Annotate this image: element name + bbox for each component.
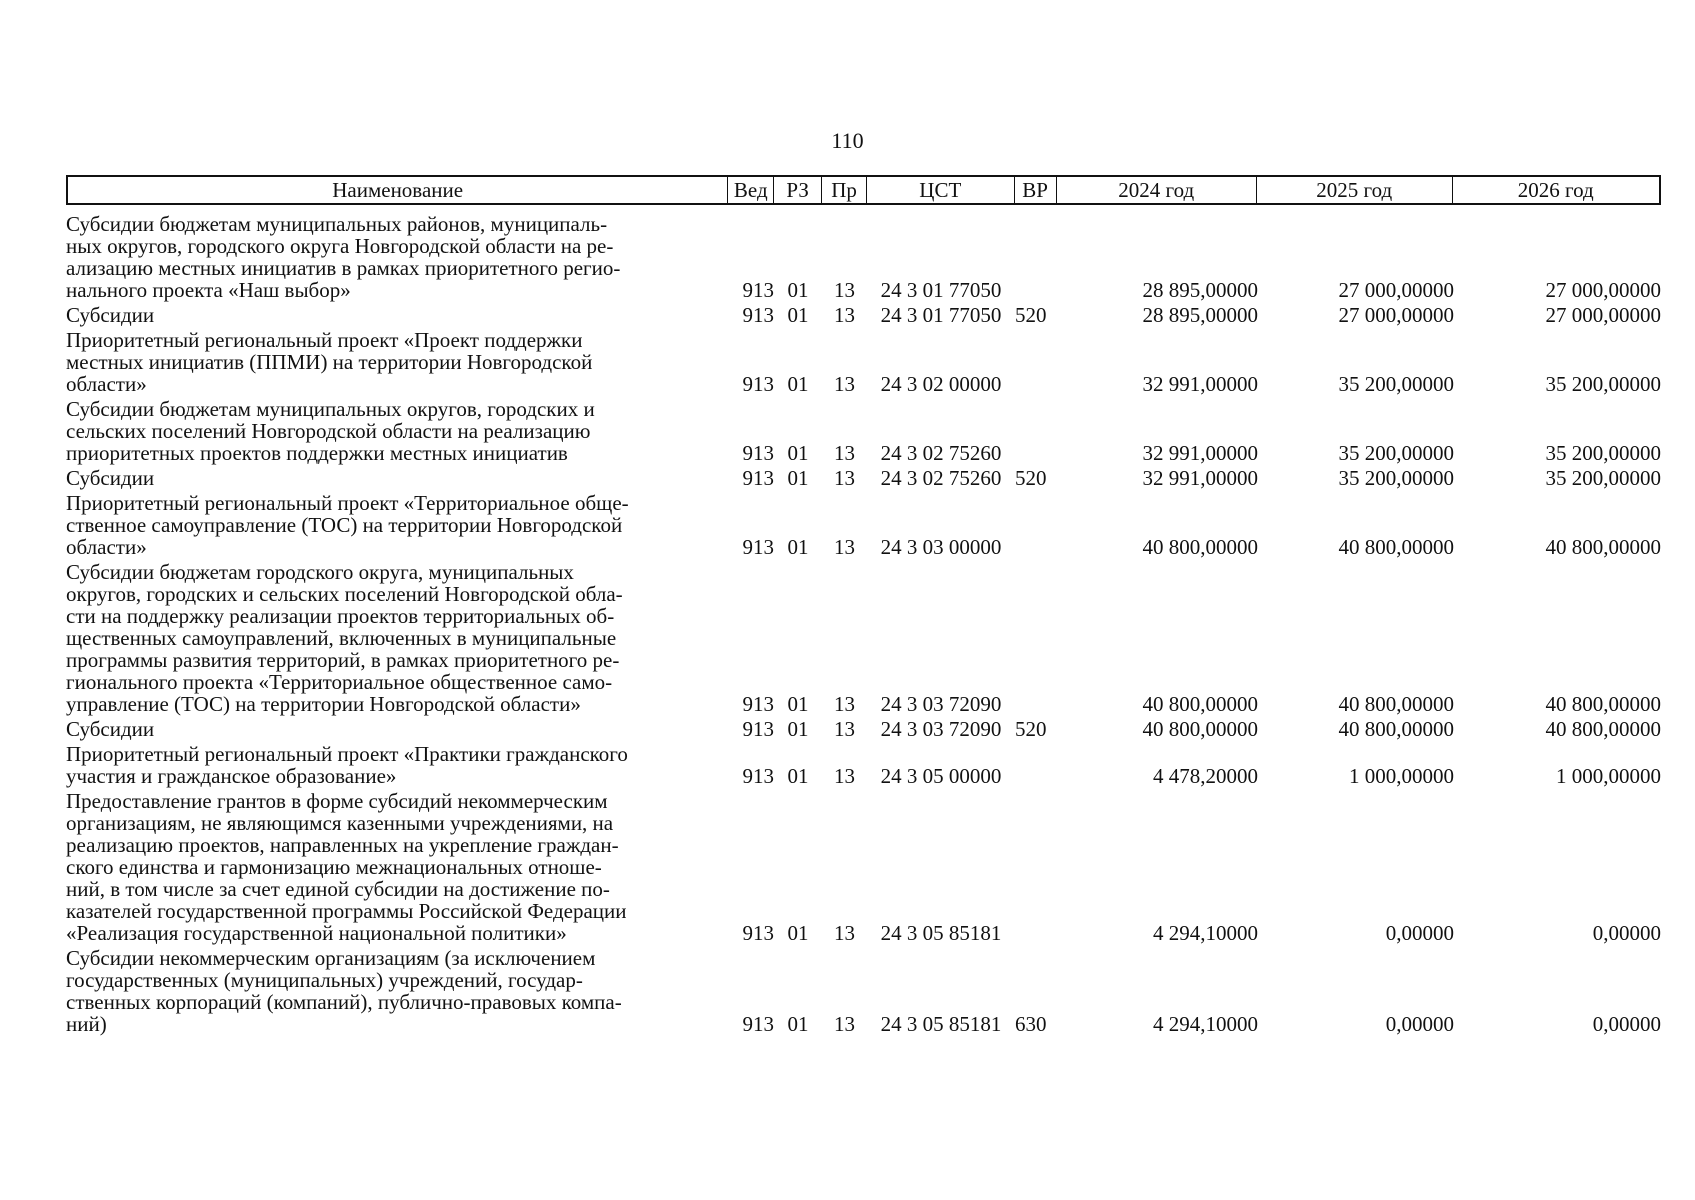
cell-rz: 01 (787, 692, 809, 716)
name-line: управление (ТОС) на территории Новгородской области» (66, 692, 581, 716)
cell-2024: 32 991,00000 (1142, 372, 1258, 396)
name-line: Субсидии бюджетам муниципальных районов, муниципаль- (66, 212, 608, 236)
cell-name (66, 561, 728, 715)
cell-cst: 24 3 05 85181 (880, 921, 1002, 945)
cell-name (66, 398, 728, 464)
name-line: Субсидии бюджетам муниципальных округов, городских и (66, 397, 595, 421)
table-row (66, 561, 1661, 715)
cell-name (66, 947, 728, 1035)
name-line: сельских поселений Новгородской области на реализацию (66, 419, 591, 443)
table-row (66, 467, 1661, 489)
name-line: реализацию проектов, направленных на укрепление граждан- (66, 833, 619, 857)
name-line: Субсидии (66, 466, 155, 490)
cell-2025: 35 200,00000 (1338, 441, 1454, 465)
cell-ved: 913 (742, 921, 774, 945)
cell-2025: 35 200,00000 (1338, 466, 1454, 490)
cell-pr: 13 (834, 535, 855, 559)
name-line: ний, в том числе за счет единой субсидии на достижение по- (66, 877, 610, 901)
name-line: ственное самоуправление (ТОС) на территории Новгородской (66, 513, 623, 537)
name-line: участия и гражданское образование» (66, 764, 397, 788)
cell-pr: 13 (834, 921, 855, 945)
cell-pr: 13 (834, 278, 855, 302)
name-line: области» (66, 372, 147, 396)
name-line: ных округов, городского округа Новгородской области на ре- (66, 234, 614, 258)
table-row (66, 329, 1661, 395)
cell-ved: 913 (742, 535, 774, 559)
cell-2025: 27 000,00000 (1338, 278, 1454, 302)
cell-2024: 28 895,00000 (1142, 303, 1258, 327)
cell-2026: 35 200,00000 (1545, 372, 1661, 396)
cell-ved: 913 (742, 1012, 774, 1036)
table-body (66, 213, 1661, 1038)
cell-rz: 01 (787, 303, 809, 327)
cell-2025: 40 800,00000 (1338, 535, 1454, 559)
cell-rz: 01 (787, 921, 809, 945)
cell-2024: 4 294,10000 (1153, 921, 1258, 945)
cell-rz: 01 (787, 278, 809, 302)
table-row (66, 304, 1661, 326)
name-line: государственных (муниципальных) учреждений, государ- (66, 968, 583, 992)
cell-cst: 24 3 02 75260 (880, 466, 1002, 490)
header-vr: ВР (1015, 177, 1057, 203)
name-line: ского единства и гармонизацию межнациональных отноше- (66, 855, 602, 879)
cell-name (66, 790, 728, 944)
cell-cst: 24 3 05 00000 (880, 764, 1002, 788)
header-cst: ЦСТ (867, 177, 1015, 203)
cell-rz: 01 (787, 764, 809, 788)
cell-ved: 913 (742, 717, 774, 741)
table-row (66, 790, 1661, 944)
cell-2025: 35 200,00000 (1338, 372, 1454, 396)
name-line: казателей государственной программы Российской Федерации (66, 899, 627, 923)
cell-ved: 913 (742, 303, 774, 327)
name-line: Субсидии (66, 717, 155, 741)
header-pr: Пр (822, 177, 867, 203)
name-line: «Реализация государственной национальной политики» (66, 921, 567, 945)
cell-ved: 913 (742, 278, 774, 302)
cell-vr: 520 (1015, 466, 1047, 490)
cell-pr: 13 (834, 717, 855, 741)
name-line: сти на поддержку реализации проектов территориальных об- (66, 604, 615, 628)
table-row (66, 398, 1661, 464)
name-line: Приоритетный региональный проект «Практики гражданского (66, 742, 628, 766)
cell-name (66, 492, 728, 558)
cell-2026: 35 200,00000 (1545, 441, 1661, 465)
name-line: Субсидии бюджетам городского округа, муниципальных (66, 560, 574, 584)
cell-2025: 27 000,00000 (1338, 303, 1454, 327)
table-row (66, 492, 1661, 558)
cell-vr: 630 (1015, 1012, 1047, 1036)
cell-rz: 01 (787, 466, 809, 490)
cell-2026: 0,00000 (1592, 1012, 1661, 1036)
header-name: Наименование (68, 177, 728, 203)
cell-2026: 35 200,00000 (1545, 466, 1661, 490)
cell-2026: 40 800,00000 (1545, 692, 1661, 716)
cell-rz: 01 (787, 1012, 809, 1036)
header-ved: Вед (728, 177, 774, 203)
cell-2025: 40 800,00000 (1338, 692, 1454, 716)
cell-ved: 913 (742, 441, 774, 465)
name-line: ственных корпораций (компаний), публично-правовых компа- (66, 990, 622, 1014)
cell-2024: 4 478,20000 (1153, 764, 1258, 788)
cell-ved: 913 (742, 466, 774, 490)
cell-cst: 24 3 02 75260 (880, 441, 1002, 465)
cell-pr: 13 (834, 441, 855, 465)
name-line: округов, городских и сельских поселений Новгородской обла- (66, 582, 623, 606)
table-header (66, 175, 1661, 205)
header-2025: 2025 год (1257, 177, 1453, 203)
cell-2025: 0,00000 (1385, 1012, 1454, 1036)
name-line: Субсидии некоммерческим организациям (за исключением (66, 946, 596, 970)
name-line: местных инициатив (ППМИ) на территории Новгородской (66, 350, 593, 374)
cell-cst: 24 3 03 72090 (880, 717, 1002, 741)
cell-2025: 1 000,00000 (1349, 764, 1454, 788)
cell-cst: 24 3 01 77050 (880, 278, 1002, 302)
name-line: ализацию местных инициатив в рамках приоритетного регио- (66, 256, 621, 280)
header-rz: РЗ (774, 177, 822, 203)
name-line: Приоритетный региональный проект «Территориальное обще- (66, 491, 629, 515)
cell-2024: 28 895,00000 (1142, 278, 1258, 302)
cell-2026: 0,00000 (1592, 921, 1661, 945)
cell-pr: 13 (834, 303, 855, 327)
name-line: гионального проекта «Территориальное общественное само- (66, 670, 613, 694)
name-line: программы развития территорий, в рамках приоритетного ре- (66, 648, 620, 672)
name-line: организациям, не являющимся казенными учреждениями, на (66, 811, 614, 835)
cell-cst: 24 3 03 00000 (880, 535, 1002, 559)
header-2026: 2026 год (1517, 178, 1594, 202)
header-2024: 2024 год (1057, 177, 1258, 203)
name-line: нального проекта «Наш выбор» (66, 278, 351, 302)
table-row (66, 213, 1661, 301)
cell-name (66, 718, 728, 740)
name-line: щественных самоуправлений, включенных в муниципальные (66, 626, 617, 650)
cell-name (66, 743, 728, 787)
cell-name (66, 329, 728, 395)
cell-2024: 40 800,00000 (1142, 692, 1258, 716)
cell-2026: 27 000,00000 (1545, 303, 1661, 327)
cell-vr: 520 (1015, 303, 1047, 327)
cell-2024: 32 991,00000 (1142, 441, 1258, 465)
name-line: приоритетных проектов поддержки местных инициатив (66, 441, 568, 465)
cell-vr: 520 (1015, 717, 1047, 741)
cell-cst: 24 3 05 85181 (880, 1012, 1002, 1036)
cell-cst: 24 3 01 77050 (880, 303, 1002, 327)
cell-2025: 0,00000 (1385, 921, 1454, 945)
cell-2026: 40 800,00000 (1545, 717, 1661, 741)
cell-cst: 24 3 02 00000 (880, 372, 1002, 396)
cell-2026: 40 800,00000 (1545, 535, 1661, 559)
cell-2024: 4 294,10000 (1153, 1012, 1258, 1036)
page-number: 110 (831, 128, 864, 153)
cell-ved: 913 (742, 372, 774, 396)
name-line: Предоставление грантов в форме субсидий некоммерческим (66, 789, 608, 813)
cell-pr: 13 (834, 692, 855, 716)
name-line: области» (66, 535, 147, 559)
cell-rz: 01 (787, 441, 809, 465)
cell-pr: 13 (834, 372, 855, 396)
cell-2024: 40 800,00000 (1142, 535, 1258, 559)
cell-rz: 01 (787, 717, 809, 741)
table-row (66, 743, 1661, 787)
name-line: Приоритетный региональный проект «Проект поддержки (66, 328, 583, 352)
table-row (66, 718, 1661, 740)
cell-rz: 01 (787, 372, 809, 396)
cell-ved: 913 (742, 692, 774, 716)
name-line: Субсидии (66, 303, 155, 327)
cell-cst: 24 3 03 72090 (880, 692, 1002, 716)
cell-2026: 1 000,00000 (1556, 764, 1661, 788)
cell-name (66, 213, 728, 301)
cell-name (66, 467, 728, 489)
name-line: ний) (66, 1012, 107, 1036)
cell-2024: 32 991,00000 (1142, 466, 1258, 490)
cell-pr: 13 (834, 466, 855, 490)
cell-ved: 913 (742, 764, 774, 788)
cell-rz: 01 (787, 535, 809, 559)
table-row (66, 947, 1661, 1035)
cell-2025: 40 800,00000 (1338, 717, 1454, 741)
cell-name (66, 304, 728, 326)
cell-2026: 27 000,00000 (1545, 278, 1661, 302)
cell-pr: 13 (834, 764, 855, 788)
cell-2024: 40 800,00000 (1142, 717, 1258, 741)
cell-pr: 13 (834, 1012, 855, 1036)
